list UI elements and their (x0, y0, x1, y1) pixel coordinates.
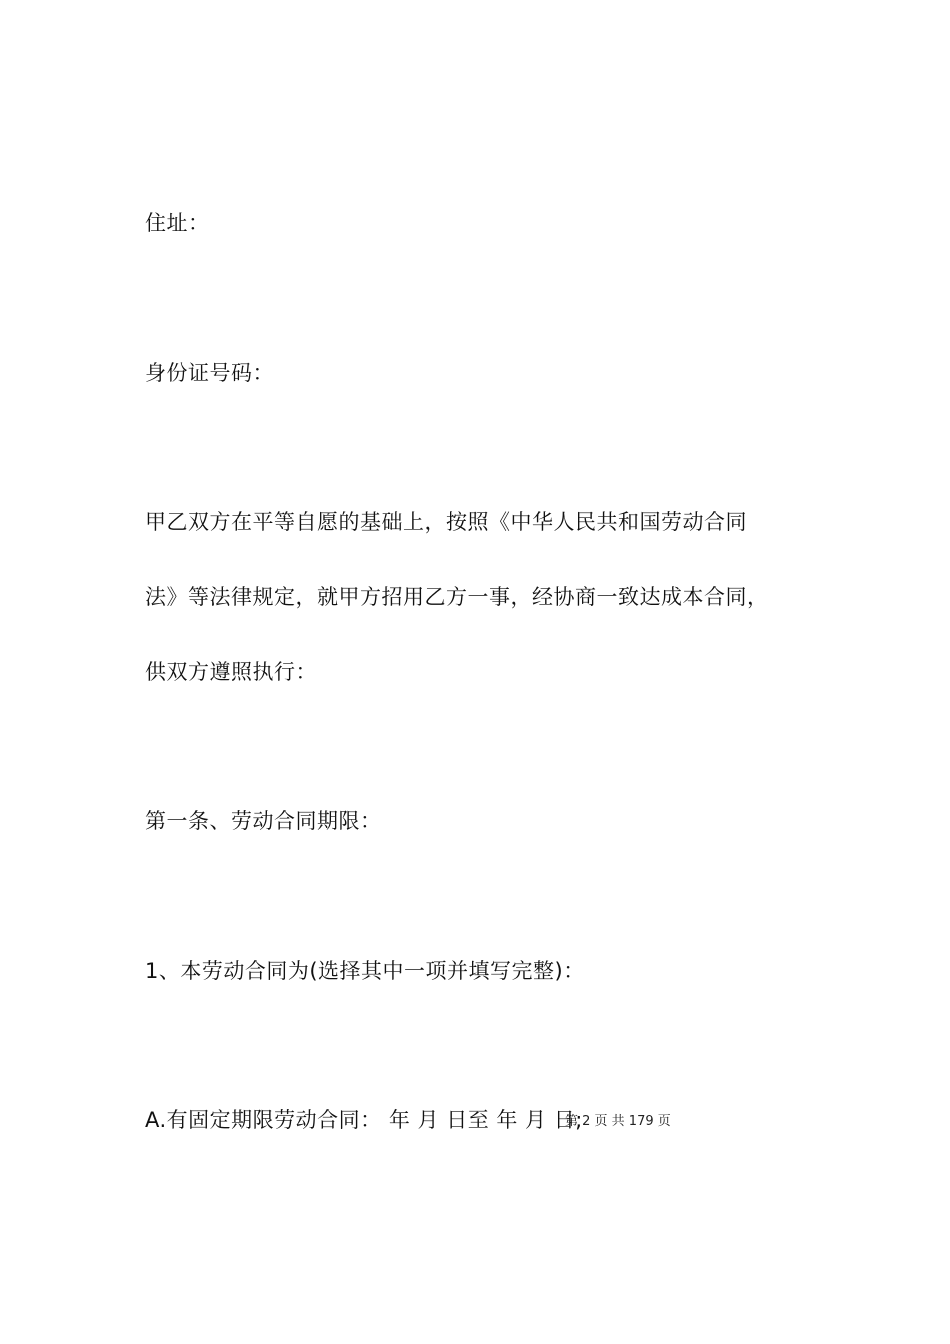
id-number-label: 身份证号码： (145, 361, 274, 385)
paragraph-line-3: 供双方遵照执行： (145, 660, 317, 684)
clause-a: A.有固定期限劳动合同： 年 月 日至 年 月 日; (145, 1108, 583, 1132)
paragraph-line-1: 甲乙双方在平等自愿的基础上，按照《中华人民共和国劳动合同 (145, 510, 747, 534)
article-one-heading: 第一条、劳动合同期限： (145, 809, 382, 833)
address-label: 住址： (145, 211, 210, 235)
page-number-footer: 第 2 页 共 179 页 (565, 1114, 671, 1129)
clause-1: 1、本劳动合同为(选择其中一项并填写完整)： (145, 959, 585, 983)
paragraph-line-2: 法》等法律规定，就甲方招用乙方一事，经协商一致达成本合同， (145, 585, 769, 609)
